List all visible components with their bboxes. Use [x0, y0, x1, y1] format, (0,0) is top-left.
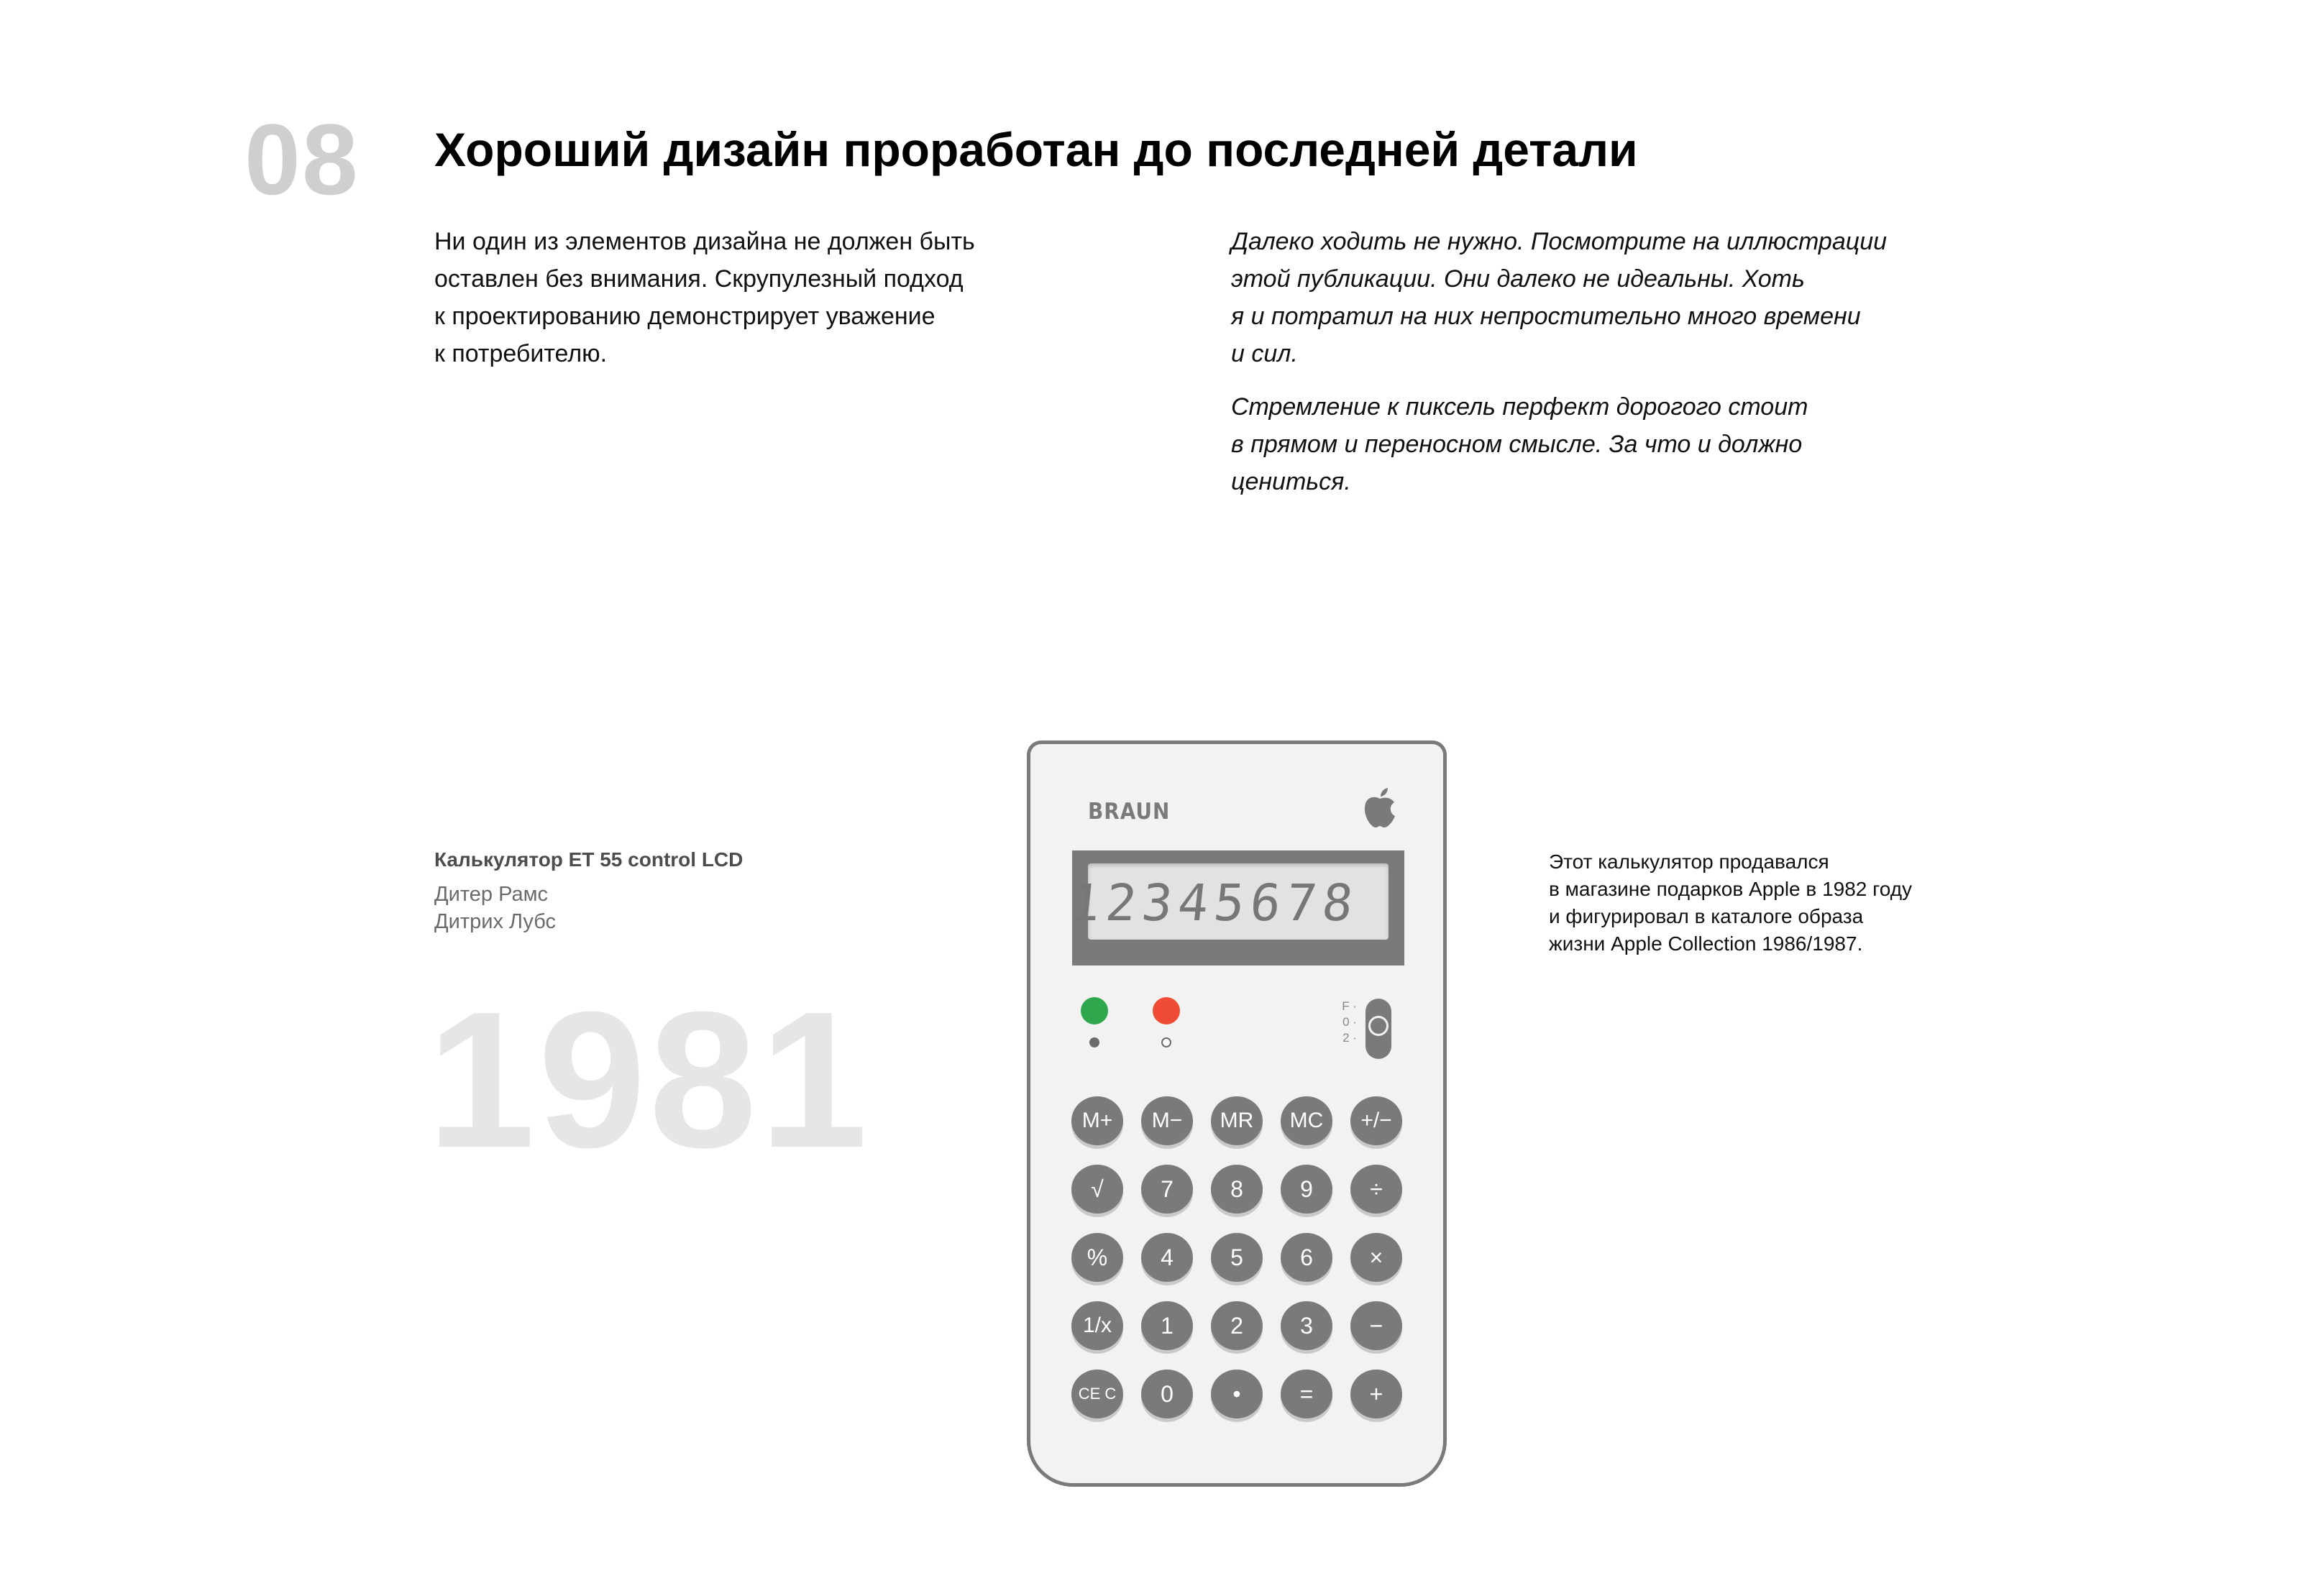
text-line: жизни Apple Collection 1986/1987.	[1549, 932, 1863, 955]
text-line: я и потратил на них непростительно много времени	[1231, 303, 1861, 330]
side-note	[1549, 848, 1966, 958]
memory-recall-key[interactable]: MR	[1211, 1096, 1263, 1145]
switch-labels	[1335, 999, 1357, 1046]
text-line: и сил.	[1231, 340, 1298, 367]
right-paragraph-2	[1231, 388, 1950, 500]
digit-key-3[interactable]: 3	[1281, 1301, 1332, 1350]
digit-key-9[interactable]: 9	[1281, 1165, 1332, 1214]
switch-label: 0 ·	[1342, 1015, 1357, 1029]
reciprocal-key[interactable]: 1/x	[1071, 1301, 1123, 1350]
text-line: Стремление к пиксель перфект дорогого стоит	[1231, 393, 1808, 421]
decimal-point-key[interactable]: •	[1211, 1370, 1263, 1418]
text-line: цениться.	[1231, 468, 1351, 495]
text-line: в магазине подарков Apple в 1982 году	[1549, 878, 1913, 900]
empty-dot-icon	[1161, 1037, 1171, 1047]
memory-minus-key[interactable]: M−	[1141, 1096, 1193, 1145]
lcd-display	[1066, 863, 1389, 940]
text-line: и фигурировал в каталоге образа	[1549, 905, 1864, 927]
percent-key[interactable]: %	[1071, 1233, 1123, 1282]
green-indicator	[1081, 997, 1108, 1024]
switch-label: 2 ·	[1342, 1031, 1357, 1045]
display-digits: 12345678	[1066, 873, 1362, 932]
digit-key-6[interactable]: 6	[1281, 1233, 1332, 1282]
mode-switch[interactable]	[1365, 999, 1391, 1059]
switch-label: F ·	[1342, 999, 1357, 1013]
text-line: этой публикации. Они далеко не идеальны. Хоть	[1231, 265, 1805, 293]
memory-plus-key[interactable]: M+	[1071, 1096, 1123, 1145]
filled-dot-icon	[1089, 1037, 1099, 1047]
sign-toggle-key[interactable]: +/−	[1350, 1096, 1402, 1145]
left-paragraph	[434, 223, 1024, 372]
display-frame	[1066, 850, 1404, 966]
year-label: 1981	[427, 972, 871, 1188]
text-line: оставлен без внимания. Скрупулезный подход	[434, 265, 964, 293]
digit-key-2[interactable]: 2	[1211, 1301, 1263, 1350]
clear-key[interactable]: CE C	[1071, 1370, 1123, 1418]
memory-clear-key[interactable]: MC	[1281, 1096, 1332, 1145]
text-line: Далеко ходить не нужно. Посмотрите на иллюстрации	[1231, 228, 1888, 255]
plus-key[interactable]: +	[1350, 1370, 1402, 1418]
text-line: к проектированию демонстрирует уважение	[434, 303, 936, 330]
right-paragraph-1	[1231, 223, 1950, 372]
square-root-key[interactable]: √	[1071, 1165, 1123, 1214]
multiply-key[interactable]: ×	[1350, 1233, 1402, 1282]
digit-key-1[interactable]: 1	[1141, 1301, 1193, 1350]
digit-key-4[interactable]: 4	[1141, 1233, 1193, 1282]
caption-title: Калькулятор ET 55 control LCD	[434, 848, 744, 871]
switch-knob[interactable]	[1368, 1016, 1389, 1036]
digit-key-8[interactable]: 8	[1211, 1165, 1263, 1214]
equals-key[interactable]: =	[1281, 1370, 1332, 1418]
section-title: Хороший дизайн проработан до последней детали	[434, 123, 1638, 176]
digit-key-0[interactable]: 0	[1141, 1370, 1193, 1418]
apple-logo-icon	[1361, 787, 1399, 829]
red-indicator	[1153, 997, 1180, 1024]
digit-key-5[interactable]: 5	[1211, 1233, 1263, 1282]
caption-author: Дитер Рамс	[434, 883, 549, 906]
text-line: к потребителю.	[434, 340, 608, 367]
text-line: Этот калькулятор продавался	[1549, 850, 1829, 873]
digit-key-7[interactable]: 7	[1141, 1165, 1193, 1214]
brand-logo: BRAUN	[1088, 799, 1171, 825]
section-number: 08	[244, 103, 360, 216]
text-line: Ни один из элементов дизайна не должен быть	[434, 228, 975, 255]
minus-key[interactable]: −	[1350, 1301, 1402, 1350]
left-text-column	[434, 223, 1024, 388]
right-text-column	[1231, 223, 1950, 516]
calculator-illustration	[1027, 740, 1447, 1487]
caption-author: Дитрих Лубс	[434, 910, 556, 933]
text-line: в прямом и переносном смысле. За что и должно	[1231, 431, 1803, 458]
divide-key[interactable]: ÷	[1350, 1165, 1402, 1214]
